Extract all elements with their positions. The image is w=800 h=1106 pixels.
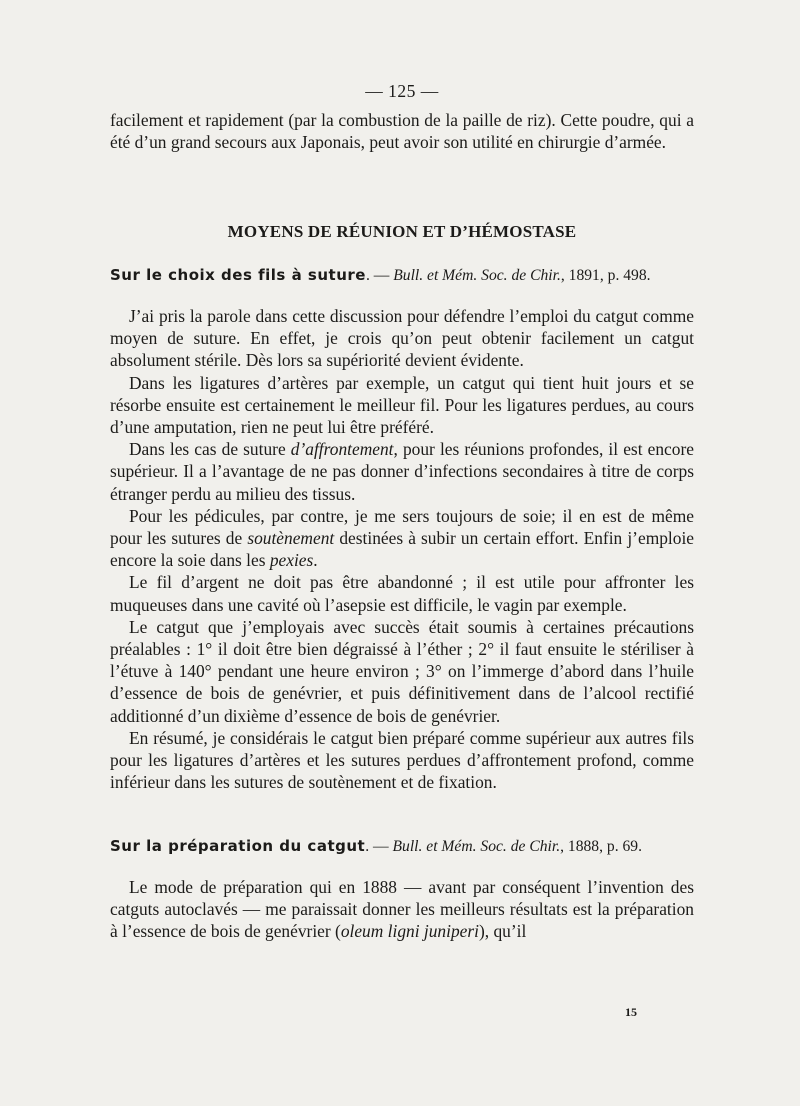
paragraph-silver-wire: Le fil d’argent ne doit pas être abandonné ; il est utile pour affronter les muqueuses dans une cavité où l’asepsie est difficile, le vagin par exemple. — [110, 572, 694, 615]
text-run: Le mode de préparation qui en 1888 — avant par conséquent l’invention des catguts autoclavés — me paraissait donner les meilleurs résultats est la préparation à l’essence de bois de genévrier ( — [110, 876, 694, 942]
subsection-heading-catgut-preparation — [110, 835, 694, 858]
text-run: . — [313, 550, 318, 571]
signature-mark: 15 — [625, 1005, 637, 1019]
text-run: Pour les pédicules, par contre, je me sers toujours de soie; il en est de même pour les sutures de — [110, 505, 694, 549]
italic-term: soutènement — [247, 528, 335, 549]
text-run: ), qu’il — [478, 921, 527, 942]
bibliographic-reference: Bull. et Mém. Soc. de Chir. — [393, 266, 561, 284]
paragraph-summary: En résumé, je considérais le catgut bien préparé comme supérieur aux autres fils pour les ligatures d’artères et les sutures perdues d’affrontement profond, comme inférieur dans les sutures de soutènement et de fixation. — [110, 727, 694, 793]
paragraph-catgut-defense: J’ai pris la parole dans cette discussion pour défendre l’emploi du catgut comme moyen de suture. En effet, je crois qu’on peut obtenir facilement un catgut absolument stérile. Dès lors sa supériorité devient évidente. — [110, 306, 694, 371]
paragraph-affrontement — [110, 438, 694, 505]
text-run: Dans les cas de suture — [129, 439, 291, 460]
reference-details: , 1891, p. 498. — [560, 266, 651, 284]
italic-term: d’affrontement — [290, 439, 394, 460]
page-body — [110, 80, 694, 942]
text-run: destinées à subir un certain effort. Enfin j’emploie encore la soie dans les — [110, 528, 694, 571]
subsection-dash: . — — [365, 838, 393, 856]
bibliographic-reference: Bull. et Mém. Soc. de Chir. — [392, 838, 561, 856]
page-number: — 125 — — [365, 81, 439, 101]
subsection-heading-suture-choice — [110, 264, 694, 287]
reference-details: , 1888, p. 69. — [560, 838, 642, 856]
paragraph-preparation-mode — [110, 876, 694, 943]
intro-paragraph: facilement et rapidement (par la combustion de la paille de riz). Cette poudre, qui a été d’un grand secours aux Japonais, peut avoir son utilité en chirurgie d’armée. — [110, 110, 694, 153]
italic-term: oleum ligni juniperi — [340, 921, 479, 942]
paragraph-artery-ligatures: Dans les ligatures d’artères par exemple, un catgut qui tient huit jours et se résorbe ensuite est certainement le meilleur fil. Pour les ligatures perdues, au cours d’une amputation, rien ne peut lui être préféré. — [110, 372, 694, 438]
section-title: MOYENS DE RÉUNION ET D’HÉMOSTASE — [227, 221, 577, 241]
text-run: , pour les réunions profondes, il est encore supérieur. Il a l’avantage de ne pas donner d’infections secondaires à titre de corps étranger perdu au milieu des tissus. — [110, 439, 694, 504]
subsection-title: Sur la préparation du catgut — [110, 837, 366, 856]
subsection-title: Sur le choix des fils à suture — [110, 265, 366, 284]
paragraph-catgut-precautions: Le catgut que j’employais avec succès était soumis à certaines précautions préalables : 1° il doit être bien dégraissé à l’éther ; 2° il faut ensuite le stériliser à l’étuve à 140° pendant une heure environ ; 3° on l’immerge d’abord dans l’huile d’essence de bois de genévrier, et puis définitivement dans de l’alcool rectifié additionné d’un dixième d’essence de bois de genévrier. — [110, 616, 694, 726]
paragraph-pedicles — [110, 505, 694, 572]
italic-term: pexies — [269, 550, 314, 571]
subsection-dash: . — — [365, 266, 394, 284]
